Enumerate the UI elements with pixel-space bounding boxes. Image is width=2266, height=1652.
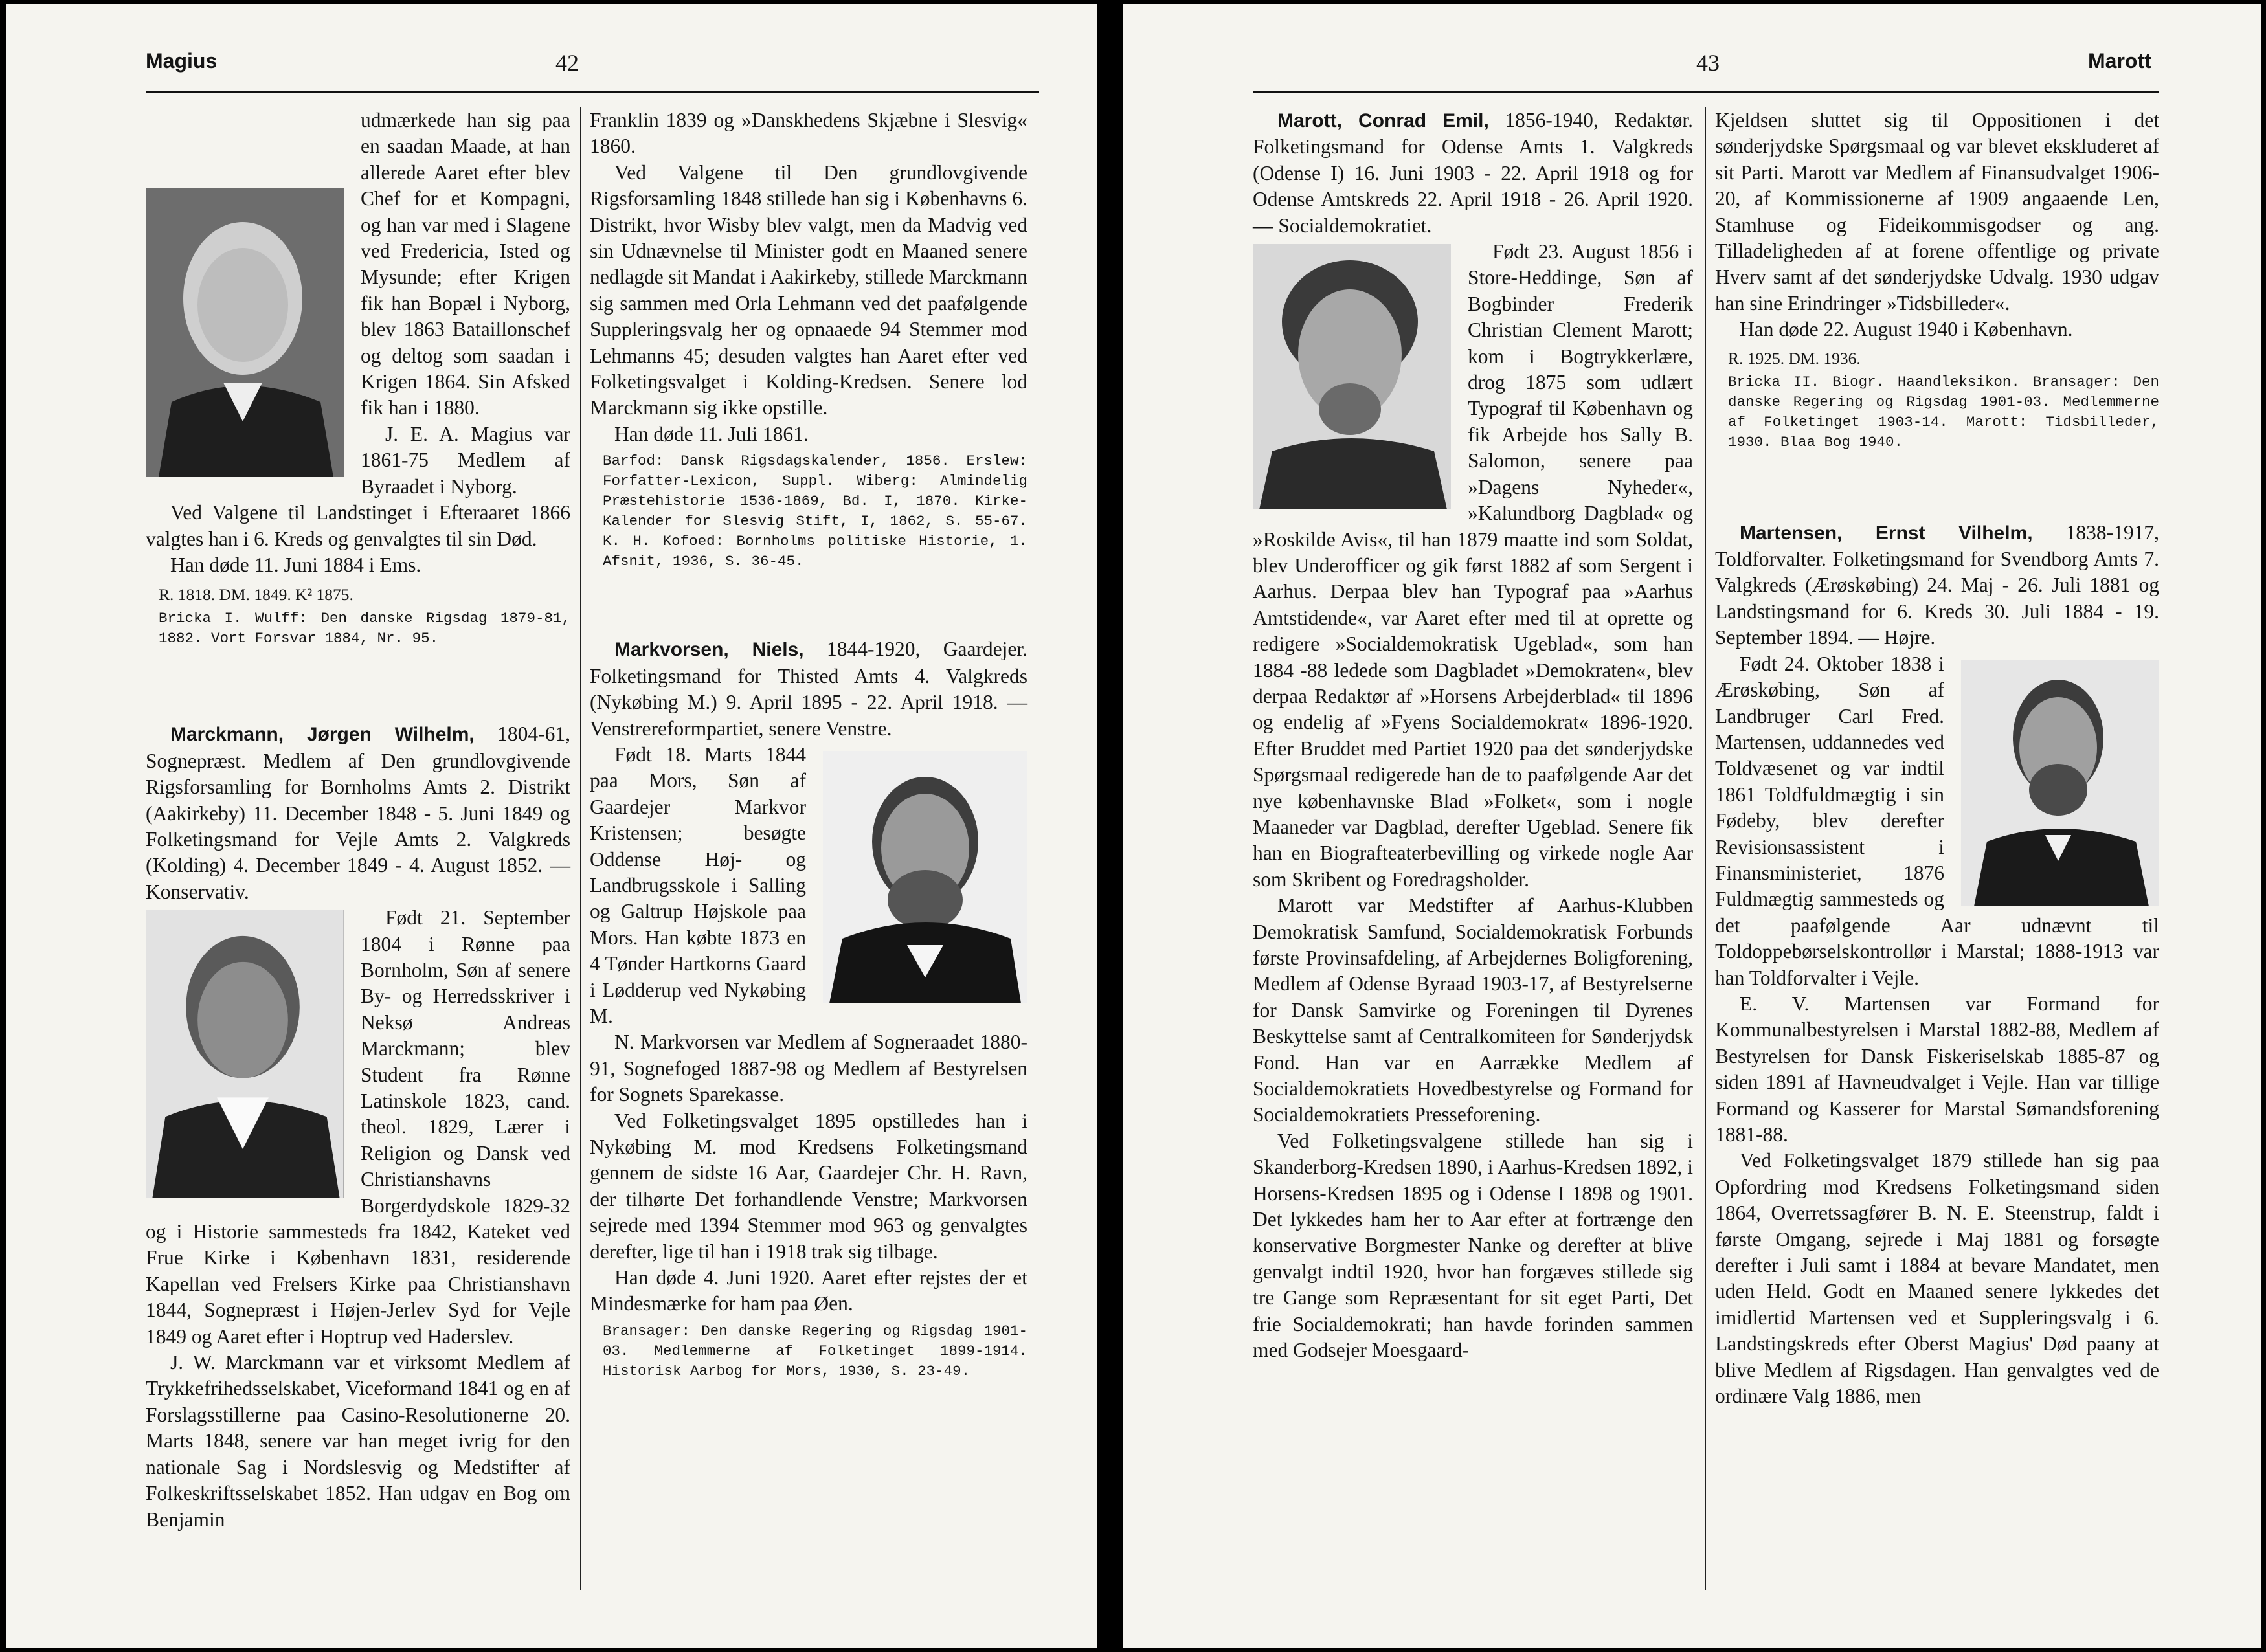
portrait-marott: [1253, 244, 1451, 509]
martensen-born: Født 24. Oktober 1838 i Ærøskøbing, Søn af Landbruger Carl Fred. Martensen, uddannedes ved Toldvæsenet og var indtil 1861 Toldfuldmægtig i sin Fødeby, blev derefter Revisionsassistent i Finansministeriet, 1876 Fuldmægtig sammesteds og det paafølgende Aar udnævnt til Toldoppebørselskontrollør i Marstal; 1888-1913 var han Toldforvalter i Vejle.: [1715, 652, 2159, 989]
right-column-2: [1715, 107, 2159, 1409]
portrait-martensen: [1961, 660, 2159, 906]
marott-orders: R. 1925. DM. 1936.: [1728, 348, 1861, 368]
marott-born: Født 23. August 1856 i Store-Heddinge, Søn af Bogbinder Frederik Christian Clement Marott; kom i Bogtrykkerlære, drog 1875 som udlært Typograf til København og fik Arbejde hos Sally B. Salomon, senere paa »Dagens Nyheder«, »Kalundborg Dagblad« og »Roskilde Avis«, til han 1879 maatte ind som Soldat, blev Underofficer og gik først 1882 af som Sergent i Aarhus. Derpaa blev han Typograf paa »Aarhus Amtstidende«, var Aaret efter med til at oprette og redigere »Socialdemokratisk Ugeblad«, som han 1884 -88 ledede som Dagbladet »Demokraten«, blev derpaa Redaktør af »Horsens Arbejderblad« til 1896 og endelig af »Fyens Socialdemokrat« 1896-1920. Efter Bruddet med Partiet 1920 paa det sønderjydske Spørgsmaal redigerede han de to paafølgende Aar det nye københavnske Blad »Folket«, som i nogle Maaneder var Dagblad, derefter Ugeblad. Senere fik han en Biografteaterbevilling og virkede nogle Aar som Skribent og Foredragsholder.: [1253, 240, 1693, 891]
marott-entry: Marott, Conrad Emil, 1856-1940, Redaktør. Folketingsmand for Odense Amts 1. Valgkreds (Odense I) 16. Juni 1903 - 22. April 1918 og for Odense Amtskreds 22. April 1918 - 26. April 1920. — Socialdemokratiet.: [1253, 109, 1693, 237]
page-number-right: 43: [1696, 50, 1720, 76]
martensen-name: Martensen, Ernst Vilhelm,: [1740, 522, 2033, 544]
marott-references: Bricka II. Biogr. Haandleksikon. Bransager: Den danske Regering og Rigsdag 1901-03. Medlemmerne af Folketinget 1903-14. Marott: Tidsbilleder, 1930. Blaa Bog 1940.: [1728, 373, 2159, 451]
martensen-valg: Ved Folketingsvalget 1879 stillede han sig paa Opfordring mod Kredsens Folketingsmand siden 1864, Overretssagfører B. N. E. Steenstrup, faldt i første Omgang, sejrede i Maj 1881 og forsøgte derefter i Juli samt i 1884 at bevare Mandatet, men uden Held. Godt en Maaned senere lykkedes det imidlertid Martensen ved et Suppleringsvalg i 6. Landstingskreds efter Oberst Magius' Død paany at blive Medlem af Rigsdagen. Han genvalgtes ved de ordinære Valg 1886, men: [1715, 1149, 2159, 1408]
magius-byraad: J. E. A. Magius var 1861-75 Medlem af Byraadet i Nyborg.: [361, 422, 570, 498]
column-rule-left: [580, 107, 581, 1590]
left-page: [6, 4, 1097, 1648]
left-column-1: [146, 107, 570, 1533]
marckmann-born: Født 21. September 1804 i Rønne paa Bornholm, Søn af senere By- og Herredsskriver i Neksø Andreas Marckmann; blev Student fra Rønne Latinskole 1823, cand. theol. 1829, Lærer i Religion og Dansk ved Christianshavns Borgerdydskole 1829-32 og i Historie sammesteds fra 1842, Kateket ved Frue Kirke i København 1831, residerende Kapellan ved Frelsers Kirke paa Christianshavn 1844, Sognepræst i Højen-Jerlev Syd for Vejle 1849 og Aaret efter i Hoptrup ved Haderslev.: [146, 906, 570, 1348]
column-rule-right: [1705, 107, 1706, 1590]
right-column-1: [1253, 107, 1693, 1364]
magius-died: Han døde 11. Juni 1884 i Ems.: [170, 553, 421, 576]
left-column-2: [590, 107, 1027, 1381]
right-page: [1123, 4, 2261, 1648]
marott-career: Marott var Medstifter af Aarhus-Klubben Demokratisk Samfund, Socialdemokratisk Forbunds første Provinsafdeling, af Arbejdernes Boligforening, Medlem af Odense Byraad 1903-17, af Bestyrelserne for Dansk Samvirke og Foreningen til Dyrenes Beskyttelse samt af Centralkomiteen for Sønderjydsk Fond. Han var en Aarrække Medlem af Socialdemokratiets Hovedbestyrelse og Formand for Socialdemokratiets Presseforening.: [1253, 894, 1693, 1126]
markvorsen-died: Han døde 4. Juni 1920. Aaret efter rejstes der et Mindesmærke for ham paa Øen.: [590, 1266, 1027, 1315]
marckmann-name: Marckmann, Jørgen Wilhelm,: [170, 724, 475, 746]
markvorsen-entry: Markvorsen, Niels, 1844-1920, Gaardejer. Folketingsmand for Thisted Amts 4. Valgkreds (Nykøbing M.) 9. April 1895 - 22. April 1918. — Venstrereformpartiet, senere Venstre.: [590, 638, 1028, 740]
marott-continued: Kjeldsen sluttet sig til Oppositionen i det sønderjydske Spørgsmaal og var blevet ekskluderet af sit Parti. Marott var Medlem af Finansudvalget 1906-20, af Kommissionerne af 1909 angaaende Len, Stamhuse og Fideikommisgodser og ang. Tilladeligheden af at forene offentlige og private Hverv samt af det sønderjydske Udvalg. 1930 udgav han sine Erindringer »Tidsbilleder«.: [1715, 109, 2159, 315]
marckmann-references: Barfod: Dansk Rigsdagskalender, 1856. Erslew: Forfatter-Lexicon, Suppl. Wiberg: Almindelig Præstehistorie 1536-1869, Bd. I, 1870. Kirke-Kalender for Slesvig Stift, I, 1862, S. 55-67. K. H. Kofoed: Bornholms politiske Historie, 1. Afsnit, 1936, S. 36-45.: [603, 452, 1027, 570]
markvorsen-valg: Ved Folketingsvalget 1895 opstilledes han i Nykøbing M. mod Kredsens Folketingsmand gennem de sidste 16 Aar, Gaardejer Chr. H. Ravn, der tilhørte Det forhandlende Venstre; Markvorsen sejrede med 1394 Stemmer mod 963 og genvalgtes derefter, lige til han i 1918 trak sig tilbage.: [590, 1109, 1027, 1263]
marckmann-career: J. W. Marckmann var et virksomt Medlem af Trykkefrihedsselskabet, Viceformand 1841 og en af Forslagsstillerne paa Casino-Resolutionerne 20. Marts 1848, senere var han meget ivrig for den nationale Sag i Nordslesvig og Medstifter af Folkeskriftsselskabet 1852. Han udgav en Bog om Benjamin: [146, 1351, 570, 1531]
magius-references: Bricka I. Wulff: Den danske Rigsdag 1879-81, 1882. Vort Forsvar 1884, Nr. 95.: [159, 610, 570, 647]
marckmann-entry: Marckmann, Jørgen Wilhelm, 1804-61, Sognepræst. Medlem af Den grundlovgivende Rigsforsamling for Bornholms Amts 2. Distrikt (Aakirkeby) 11. December 1848 - 5. Juni 1849 og Folketingsmand for Vejle Amts 2. Valgkreds (Kolding) 4. December 1849 - 4. August 1852. — Konservativ.: [146, 722, 570, 903]
markvorsen-name: Markvorsen, Niels,: [614, 639, 804, 661]
markvorsen-references: Bransager: Den danske Regering og Rigsdag 1901-03. Medlemmerne af Folketinget 1899-1914. Historisk Aarbog for Mors, 1930, S. 23-49.: [603, 1322, 1027, 1379]
marckmann-valg: Ved Valgene til Den grundlovgivende Rigsforsamling 1848 stillede han sig i Københavns 6. Distrikt, hvor Wisby blev valgt, men da Madvig ved sin Udnævnelse til Minister godt en Maaned senere nedlagde sit Mandat i Aakirkeby, stillede Marckmann sig sammen med Orla Lehmann ved det paafølgende Suppleringsvalg her og opnaaede 94 Stemmer mod Lehmanns 45; desuden valgtes han Aaret efter ved Folketingsvalget i Kolding-Kredsen. Senere lod Marckmann sig ikke opstille.: [590, 161, 1027, 419]
marott-died: Han døde 22. August 1940 i København.: [1740, 318, 2073, 341]
running-head-right: Marott: [2088, 49, 2151, 73]
magius-orders: R. 1818. DM. 1849. K² 1875.: [159, 585, 353, 605]
marott-name: Marott, Conrad Emil,: [1277, 110, 1489, 131]
header-rule-left: [146, 91, 1039, 93]
magius-valg: Ved Valgene til Landstinget i Efteraaret 1866 valgtes han i 6. Kreds og genvalgtes til sin Død.: [146, 501, 570, 550]
martensen-entry: Martensen, Ernst Vilhelm, 1838-1917, Toldforvalter. Folketingsmand for Svendborg Amts 7. Valgkreds (Ærøskøbing) 24. Maj - 26. Juli 1881 og Landstingsmand for 6. Kreds 30. Juli 1884 - 19. September 1894. — Højre.: [1715, 520, 2159, 649]
marckmann-died: Han døde 11. Juli 1861.: [614, 422, 809, 445]
marckmann-continued: Franklin 1839 og »Danskhedens Skjæbne i Slesvig« 1860.: [590, 109, 1027, 158]
header-rule-right: [1253, 91, 2159, 93]
markvorsen-career: N. Markvorsen var Medlem af Sogneraadet 1880-91, Sognefoged 1887-98 og Medlem af Bestyrelsen for Sognets Sparekasse.: [590, 1031, 1027, 1106]
running-head-left: Magius: [146, 49, 218, 73]
magius-continued: udmærkede han sig paa en saadan Maade, at han allerede Aaret efter blev Chef for et Kompagni, og han var med i Slagene ved Fredericia, Isted og Mysunde; efter Krigen fik han Bopæl i Nyborg, blev 1863 Bataillonschef og deltog som saadan i Krigen 1864. Sin Afsked fik han i 1880.: [361, 109, 570, 419]
portrait-marckmann: [146, 910, 344, 1198]
portrait-magius: [146, 188, 344, 477]
marott-valg: Ved Folketingsvalgene stillede han sig i Skanderborg-Kredsen 1890, i Aarhus-Kredsen 1892, i Horsens-Kredsen 1895 og i Odense I 1898 og 1901. Det lykkedes ham her to Aar efter at fortrænge den konservative Borgmester Nanke og derefter at blive genvalgt indtil 1920, hvor han forgæves stillede sig tre Gange som Repræsentant for sit eget Parti, Det frie Socialdemokrati; han havde forinden sammen med Godsejer Moesgaard-: [1253, 1129, 1693, 1362]
portrait-markvorsen: [823, 751, 1027, 1003]
markvorsen-born: Født 18. Marts 1844 paa Mors, Søn af Gaardejer Markvor Kristensen; besøgte Oddense Høj- og Landbrugsskole i Salling og Galtrup Højskole paa Mors. Han købte 1873 en 4 Tønder Hartkorns Gaard i Lødderup ved Nykøbing M.: [590, 742, 806, 1027]
martensen-career: E. V. Martensen var Formand for Kommunalbestyrelsen i Marstal 1882-88, Medlem af Bestyrelsen for Dansk Fiskeriselskab 1885-87 og siden 1891 af Havneudvalget i Vejle. Han var tillige Formand og Kasserer for Marstal Sømandsforening 1881-88.: [1715, 992, 2159, 1146]
page-number-left: 42: [555, 50, 579, 76]
